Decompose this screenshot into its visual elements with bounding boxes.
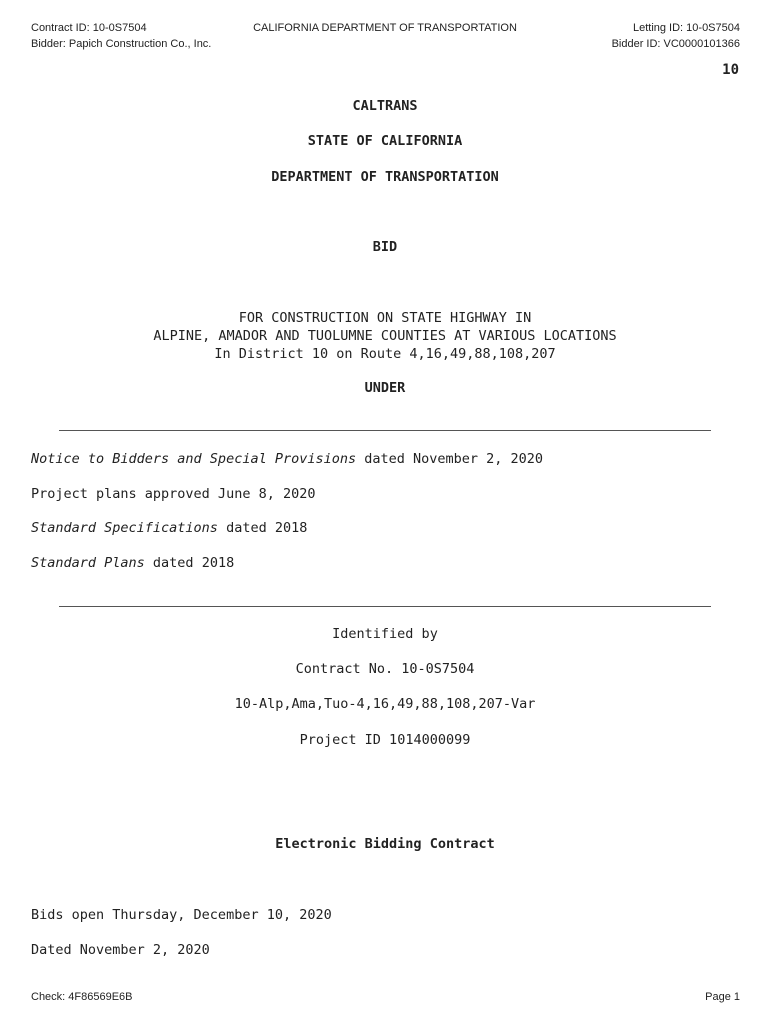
divider-bottom — [59, 606, 711, 607]
letting-id: Letting ID: 10-0S7504 — [632, 22, 740, 34]
contract-number: Contract No. 10-0S7504 — [295, 661, 475, 677]
specs-line — [31, 519, 307, 537]
construction-line-2: ALPINE, AMADOR AND TUOLUMNE COUNTIES AT VARIOUS LOCATIONS — [153, 328, 617, 344]
notice-title: Notice to Bidders and Special Provisions — [31, 451, 357, 467]
project-id: Project ID 1014000099 — [299, 732, 471, 748]
specs-date: dated 2018 — [217, 520, 308, 536]
std-plans-date: dated 2018 — [144, 555, 235, 571]
contract-type: Electronic Bidding Contract — [275, 836, 495, 852]
specs-title: Standard Specifications — [31, 520, 218, 536]
header-right — [612, 20, 740, 52]
title-department: DEPARTMENT OF TRANSPORTATION — [271, 169, 499, 185]
divider-top — [59, 430, 711, 431]
notice-date: dated November 2, 2020 — [356, 451, 544, 467]
notice-line — [31, 450, 543, 468]
under-label: UNDER — [364, 380, 406, 396]
dated-line: Dated November 2, 2020 — [31, 942, 210, 958]
identified-label: Identified by — [332, 626, 438, 642]
location-code: 10-Alp,Ama,Tuo-4,16,49,88,108,207-Var — [234, 696, 536, 712]
construction-line-3: In District 10 on Route 4,16,49,88,108,207 — [214, 346, 556, 362]
title-bid: BID — [372, 239, 398, 255]
construction-line-1: FOR CONSTRUCTION ON STATE HIGHWAY IN — [238, 310, 532, 326]
check-code: Check: 4F86569E6B — [31, 991, 133, 1003]
page-number: Page 1 — [705, 991, 740, 1003]
contract-id: Contract ID: 10-0S7504 — [31, 22, 147, 34]
title-caltrans: CALTRANS — [352, 98, 418, 114]
header-agency: CALIFORNIA DEPARTMENT OF TRANSPORTATION — [253, 22, 517, 34]
std-plans-line — [31, 554, 234, 572]
page-marker: 10 — [722, 62, 739, 78]
bids-open: Bids open Thursday, December 10, 2020 — [31, 907, 332, 923]
bidder-id: Bidder ID: VC0000101366 — [611, 38, 740, 50]
std-plans-title: Standard Plans — [31, 555, 145, 571]
title-state: STATE OF CALIFORNIA — [307, 133, 463, 149]
project-plans-line: Project plans approved June 8, 2020 — [31, 486, 316, 502]
bidder-name: Bidder: Papich Construction Co., Inc. — [31, 38, 212, 50]
